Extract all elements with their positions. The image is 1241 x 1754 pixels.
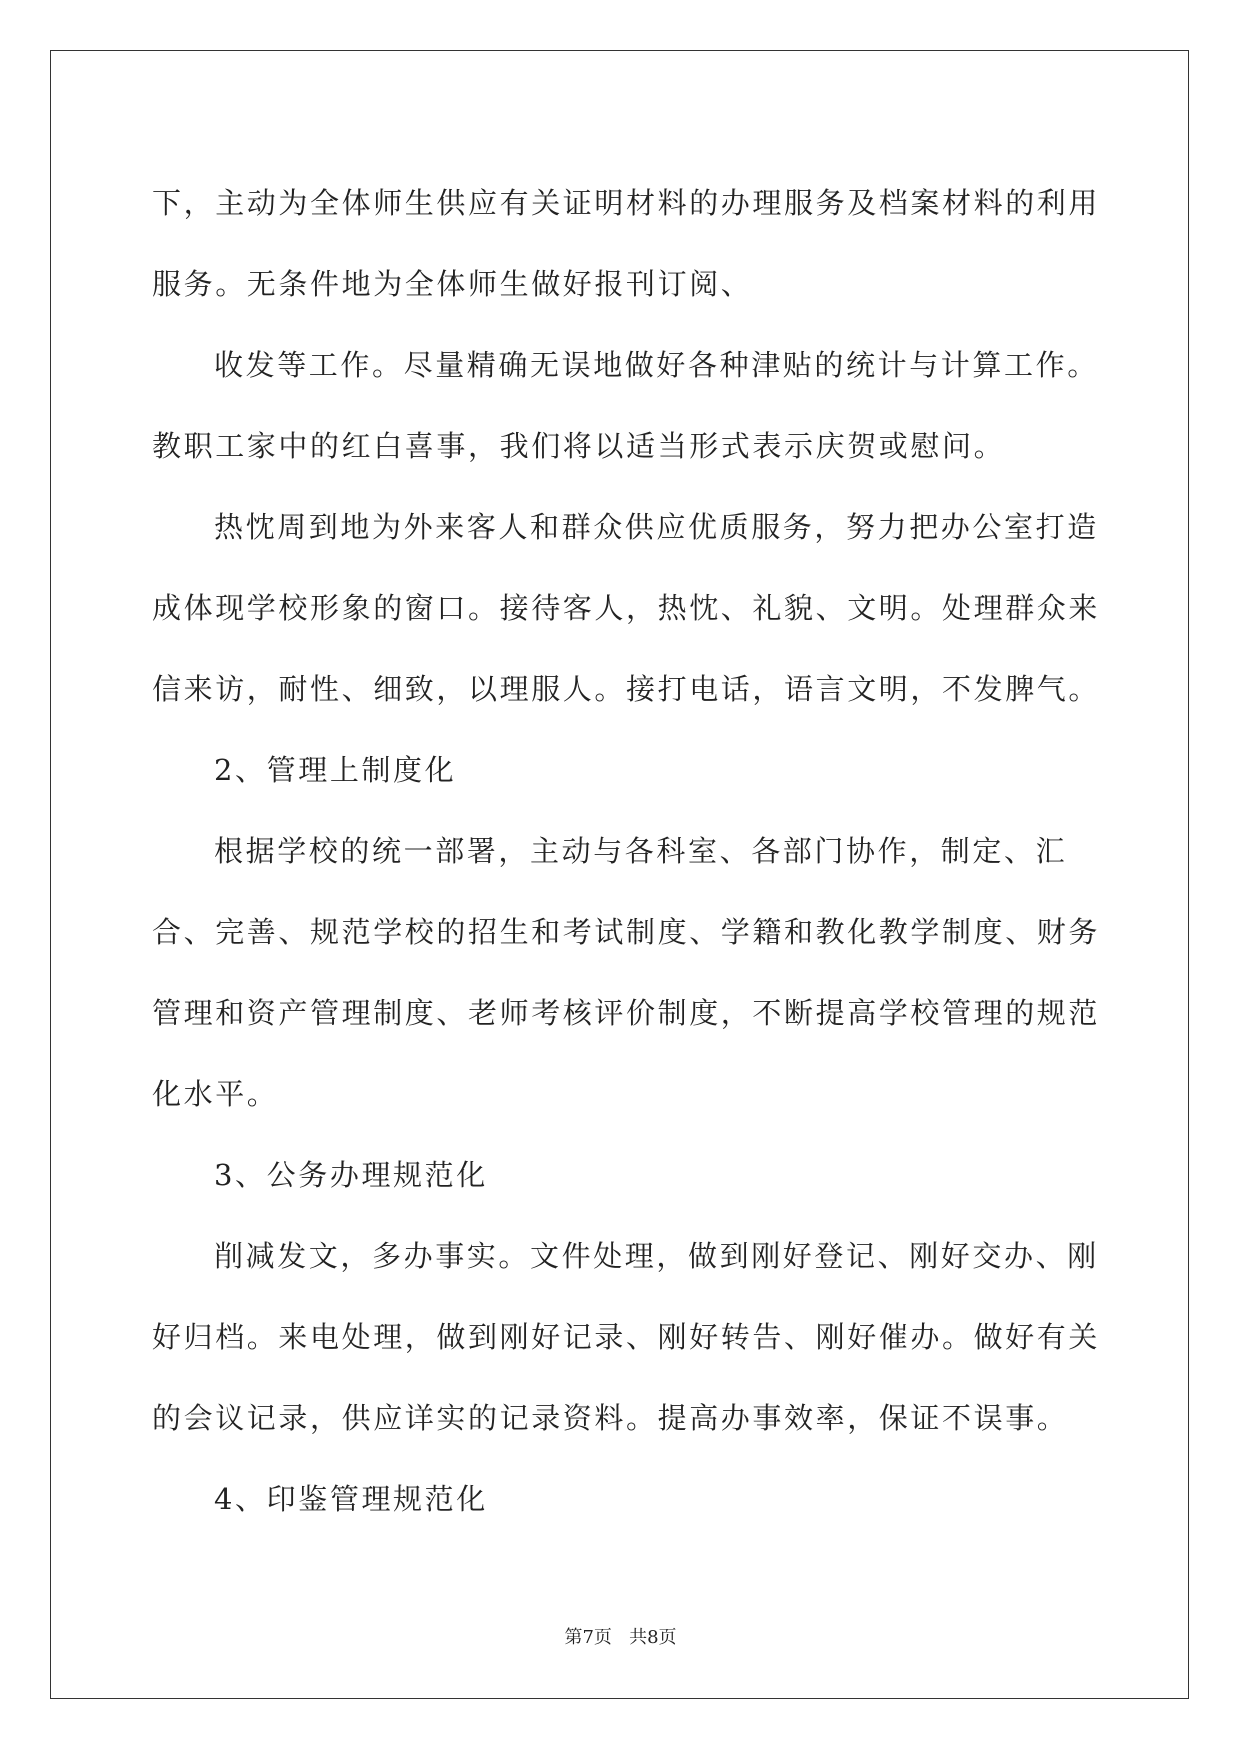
paragraph-3: 热忱周到地为外来客人和群众供应优质服务，努力把办公室打造成体现学校形象的窗口。接待客人，热忱、礼貌、文明。处理群众来信来访，耐性、细致，以理服人。接打电话，语言文明，不发脾气。 <box>152 510 1101 706</box>
paragraph-5: 削减发文，多办事实。文件处理，做到刚好登记、刚好交办、刚好归档。来电处理，做到刚好记录、刚好转告、刚好催办。做好有关的会议记录，供应详实的记录资料。提高办事效率，保证不误事。 <box>152 1239 1101 1435</box>
paragraph-4: 根据学校的统一部署，主动与各科室、各部门协作，制定、汇合、完善、规范学校的招生和考试制度、学籍和教化教学制度、财务管理和资产管理制度、老师考核评价制度，不断提高学校管理的规范化水平。 <box>152 834 1101 1111</box>
section-heading-2: 2、管理上制度化 <box>214 753 457 787</box>
page-total: 共8页 <box>629 1627 677 1648</box>
section-heading-4: 4、印鉴管理规范化 <box>214 1482 488 1516</box>
page-number: 第7页 <box>564 1627 612 1648</box>
page-footer <box>0 1623 1241 1649</box>
section-heading-3: 3、公务办理规范化 <box>214 1158 488 1192</box>
paragraph-1: 下，主动为全体师生供应有关证明材料的办理服务及档案材料的利用服务。无条件地为全体师生做好报刊订阅、 <box>152 186 1101 301</box>
document-body <box>152 163 1100 1540</box>
paragraph-2: 收发等工作。尽量精确无误地做好各种津贴的统计与计算工作。教职工家中的红白喜事，我们将以适当形式表示庆贺或慰问。 <box>152 348 1099 463</box>
